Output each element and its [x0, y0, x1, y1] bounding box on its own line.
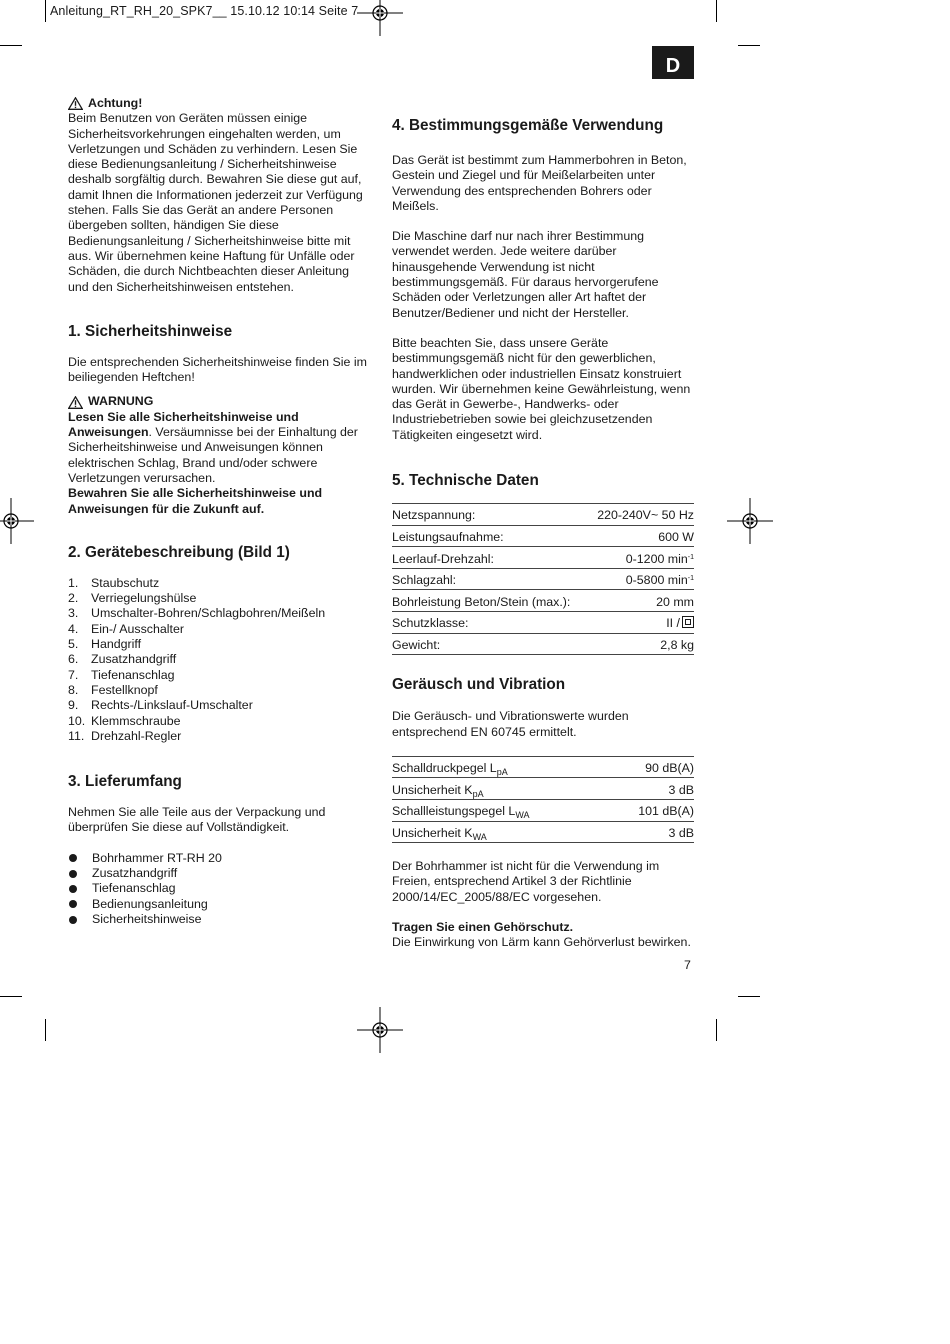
list-item: Bohrhammer RT-RH 20 [68, 851, 370, 866]
warning-text [68, 410, 370, 486]
list-item: 9. Rechts-/Linkslauf-Umschalter [68, 698, 253, 713]
bullet-icon [69, 885, 77, 893]
parts-list [68, 576, 370, 744]
delivery-list [68, 851, 370, 927]
caution-text: Beim Benutzen von Geräten müssen einige Sicherheitsvorkehrungen eingehalten werden, um Verletzungen und Schäden zu verhindern. Lesen Sie diese Bedienungsanleitung / Sicherheitshinweise deshalb sorgfältig durch. Bewahren Sie diese gut auf, damit Ihnen die Informationen jederzeit zur Verfügung stehen. Falls Sie das Gerät an andere Personen übergeben sollten, händigen Sie diese Bedienungsanleitung / Sicherheitshinweise bitte mit aus. Wir übernehmen keine Haftung für Unfälle oder Schäden, die durch Nichtbeachten dieser Anleitung und den Sicherheitshinweisen entstehen. [68, 111, 363, 294]
list-item: 11. Drehzahl-Regler [68, 728, 182, 743]
registration-mark-bottom [357, 1007, 403, 1053]
section-4-title: 4. Bestimmungsgemäße Verwendung [392, 117, 664, 134]
section-2-title: 2. Gerätebeschreibung (Bild 1) [68, 543, 290, 561]
noise-intro: Die Geräusch- und Vibrationswerte wurden entsprechend EN 60745 ermittelt. [392, 709, 629, 739]
section-1-title: 1. Sicherheitshinweise [68, 322, 233, 340]
list-item: Zusatzhandgriff [68, 866, 370, 881]
list-item: Sicherheitshinweise [68, 912, 370, 927]
list-item: 4. Ein-/ Ausschalter [68, 621, 184, 636]
table-row: Leerlauf-Drehzahl: 0-1200 $\min^{-1}$ [392, 547, 694, 569]
list-item: 8. Festellknopf [68, 682, 158, 697]
list-item: 3. Umschalter-Bohren/Schlagbohren/Meißeln [68, 606, 326, 621]
language-badge: D [652, 46, 694, 79]
list-item: Tiefenanschlag [68, 881, 370, 896]
registration-mark-right [727, 498, 773, 544]
page-number: 7 [684, 958, 691, 972]
noise-title: Geräusch und Vibration [392, 676, 566, 694]
table-row: Schlagzahl: 0-5800 $\min^{-1}$ [392, 568, 694, 590]
bullet-icon [69, 854, 77, 862]
bullet-icon [69, 900, 77, 908]
table-row: Bohrleistung Beton/Stein (max.): 20 mm [392, 590, 694, 612]
warning-keep: Bewahren Sie alle Sicherheitshinweise und Anweisungen für die Zukunft auf. [68, 486, 323, 516]
list-item: 6. Zusatzhandgriff [68, 652, 177, 667]
protection-class-icon [682, 616, 694, 628]
warning-bold-lead: Lesen Sie alle Sicherheitshinweise und Anweisungen [68, 409, 299, 440]
section-1-intro: Die entsprechenden Sicherheitshinweise finden Sie im beiliegenden Heftchen! [68, 354, 367, 385]
caution-title: Achtung! [88, 96, 143, 110]
table-row: Gewicht: 2,8 kg [392, 633, 694, 655]
noise-p1: Der Bohrhammer ist nicht für die Verwendung im Freien, entsprechend Artikel 3 der Richtlinie 2000/14/EC_2005/88/EC vorgesehen. [392, 859, 660, 904]
table-row: Netzspannung: 220-240V~ 50 Hz [392, 504, 694, 526]
noise-p2: Die Einwirkung von Lärm kann Gehörverlust bewirken. [392, 935, 691, 950]
bullet-icon [69, 916, 77, 924]
table-row: Unsicherheit $K_{pA}$ 3 dB [392, 778, 694, 800]
bullet-icon [69, 870, 77, 878]
table-row: Schallleistungspegel $L_{WA}$ 101 dB(A) [392, 799, 694, 821]
left-column [68, 96, 370, 927]
warning-body: . Versäumnisse bei der Einhaltung der Sicherheitshinweise und Anweisungen können elektrischen Schlag, Brand und/oder schwere Verletzungen verursachen. [68, 425, 358, 485]
section-5-title: 5. Technische Daten [392, 472, 539, 490]
table-row: Schalldruckpegel $L_{pA}$ 90 dB(A) [392, 756, 694, 778]
noise-table [392, 756, 694, 843]
section-4-p2: Die Maschine darf nur nach ihrer Bestimmung verwendet werden. Jede weitere darüber hinausgehende Verwendung ist nicht bestimmungsgemäß. Für daraus hervorgerufene Schäden oder Verletzungen aller Art haftet der Benutzer/Bediener und nicht der Hersteller. [392, 229, 659, 320]
registration-mark-left [0, 498, 34, 544]
list-item: Bedienungsanleitung [68, 897, 370, 912]
noise-bold: Tragen Sie einen Gehörschutz. [392, 920, 574, 935]
section-4-p3: Bitte beachten Sie, dass unsere Geräte bestimmungsgemäß nicht für den gewerblichen, handwerklichen oder industriellen Einsatz konstruiert wurden. Wir übernehmen keine Gewährleistung, wenn das Gerät in Gewerbe-, Handwerks- oder Industriebetrieben sowie bei gleichzusetzenden Tätigkeiten eingesetzt wird. [392, 335, 691, 442]
table-row: Schutzklasse: II / [392, 612, 694, 634]
warning-triangle-icon [68, 97, 83, 110]
list-item: 2. Verriegelungshülse [68, 591, 197, 606]
print-slug: Anleitung_RT_RH_20_SPK7__ 15.10.12 10:14 Seite 7 [50, 4, 359, 18]
table-row: Unsicherheit $K_{WA}$ 3 dB [392, 821, 694, 843]
warning-heading [68, 394, 370, 409]
tech-data-table [392, 503, 694, 655]
warning-title: WARNUNG [88, 394, 154, 409]
section-3-intro: Nehmen Sie alle Teile aus der Verpackung und überprüfen Sie diese auf Vollständigkeit. [68, 805, 326, 835]
right-column [392, 116, 694, 951]
table-row: Leistungsaufnahme: 600 W [392, 525, 694, 547]
list-item: 7. Tiefenanschlag [68, 667, 175, 682]
warning-triangle-icon [68, 396, 83, 409]
section-3-title: 3. Lieferumfang [68, 773, 182, 791]
section-4-p1: Das Gerät ist bestimmt zum Hammerbohren in Beton, Gestein und Ziegel und für Meißelarbeiten unter Verwendung des entsprechenden Bohrers oder Meißels. [392, 153, 687, 213]
list-item: 5. Handgriff [68, 637, 142, 652]
list-item: 1. Staubschutz [68, 575, 160, 590]
caution-heading [68, 96, 370, 111]
list-item: 10. Klemmschraube [68, 713, 181, 728]
registration-mark-top [357, 0, 403, 36]
